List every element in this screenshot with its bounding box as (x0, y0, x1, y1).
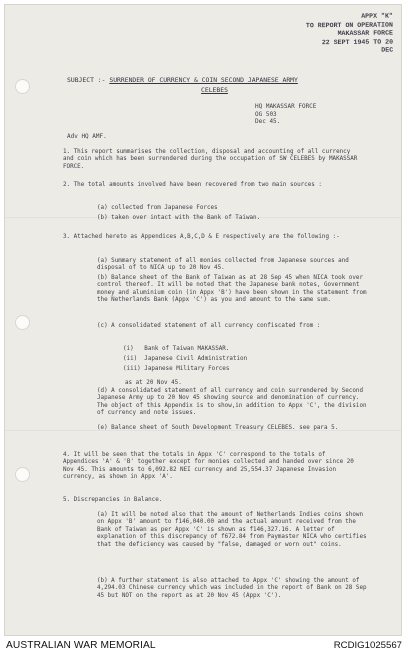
hq-line: HQ MAKASSAR FORCE (255, 103, 317, 110)
paragraph-2: 2. The total amounts involved have been recovered from two main sources : (63, 182, 322, 188)
paragraph-3c-i: (i) Bank of Taiwan MAKASSAR. (123, 346, 230, 352)
paragraph-3: 3. Attached hereto as Appendices A,B,C,D & E respectively are the following :- (63, 234, 340, 240)
subject-label: SUBJECT :- (67, 76, 106, 84)
paragraph-3c-date: as at 20 Nov 45. (125, 380, 182, 386)
subject-title-continued: CELEBES (201, 86, 228, 94)
paragraph-5a: (a) It will be noted also that the amount of Netherlands Indies coins shown on Appx 'B' amount to f146,040.00 and the actual amount received from the Bank of Taiwan as per Appx 'C' is shown as f146,327.16. A letter of explanation of this discrepancy of f672.84 from Paymaster NICA who certifies that the deficiency was caused by "false, damaged or worn out" coins. (97, 512, 367, 548)
document-page (4, 4, 402, 636)
record-id: RCDIG1025567 (333, 640, 402, 651)
hq-line: OG 503 (255, 110, 277, 118)
paragraph-3a: (a) Summary statement of all monies collected from Japanese sources and disposal of to NICA up to 20 Nov 45. (97, 258, 349, 272)
report-body (5, 5, 401, 635)
paragraph-3b: (b) Balance sheet of the Bank of Taiwan as at 28 Sep 45 when NICA took over control thereof. It will be noted that the Japanese bank notes, Government money and aluminium coin (in Appx 'B') have been shown in the statement from the Netherlands Bank (Appx 'C') as you and amount to the same sum. (97, 275, 367, 304)
stamp-line: MAKASSAR FORCE (337, 29, 394, 38)
paragraph-2b: (b) taken over intact with the Bank of Taiwan. (97, 215, 261, 221)
paragraph-3c-ii: (ii) Japanese Civil Administration (123, 356, 248, 362)
addressee: Adv HQ AMF. (67, 133, 107, 140)
stamp-line: 22 SEPT 1945 TO 20 (321, 38, 394, 46)
paragraph-5b: (b) A further statement is also attached to Appx 'C' showing the amount of 4,294.03 Chinese currency which was included in the report of Bank on 28 Sep 45 but NOT on the report as at 20 Nov 45 (Appx 'C'). (97, 578, 367, 599)
paragraph-1: 1. This report summarises the collection, disposal and accounting of all currency and coin which has been surrendered during the occupation of SW CELEBES by MAKASSAR FORCE. (63, 149, 358, 170)
archive-name: AUSTRALIAN WAR MEMORIAL (6, 640, 156, 651)
paragraph-2a: (a) collected from Japanese Forces (97, 205, 218, 211)
paragraph-4: 4. It will be seen that the totals in Appx 'C' correspond to the totals of Appendices 'A' & 'B' together except for monies collected and handed over since 20 Nov 45. This amounts to 6,092.82 NEI currency and 25,554.37 Japanese Invasion currency, as shown in Appx 'A'. (63, 452, 354, 481)
archive-footer (0, 638, 408, 654)
hq-line: Dec 45. (255, 118, 281, 126)
stamp-line: DEC (381, 46, 394, 55)
paragraph-3d: (d) A consolidated statement of all currency and coin surrendered by Second Japanese Army up to 20 Nov 45 showing source and denomination of currency. The object of this Appendix is to show,in addition to Appx 'C', the division of currency and note issues. (97, 388, 367, 417)
paragraph-3c-iii: (iii) Japanese Military Forces (123, 366, 230, 372)
stamp-line: TO REPORT ON OPERATION (305, 21, 393, 29)
paragraph-3e: (e) Balance sheet of South Development Treasury CELEBES. see para 5. (97, 425, 339, 431)
paragraph-5-heading: 5. Discrepancies in Balance. (63, 497, 163, 503)
stamp-line: APPX "K" (361, 12, 393, 20)
paragraph-3c: (c) A consolidated statement of all currency confiscated from : (97, 323, 321, 329)
subject-title: SURRENDER OF CURRENCY & COIN SECOND JAPANESE ARMY (109, 76, 298, 84)
